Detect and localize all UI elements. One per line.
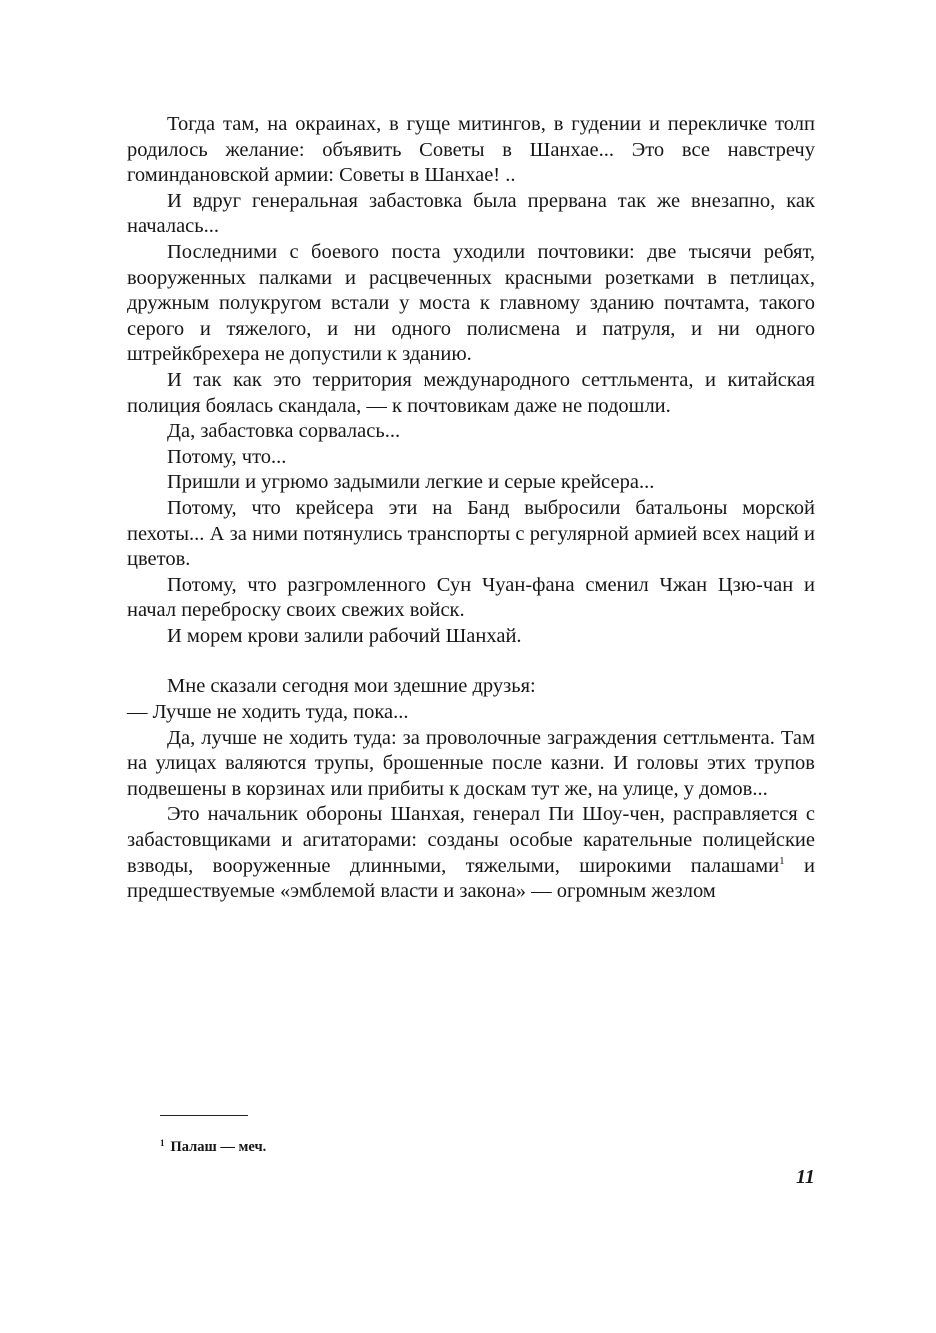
paragraph-with-footnote xyxy=(127,802,815,904)
paragraph: Потому, что крейсера эти на Банд выбросили батальоны морской пехоты... А за ними потянулись транспорты с регулярной армией всех наций и цветов. xyxy=(127,496,815,571)
paragraph: И вдруг генеральная забастовка была прервана так же внезапно, как началась... xyxy=(127,189,815,238)
dialogue-line: — Лучше не ходить туда, пока... xyxy=(127,701,409,724)
paragraph-text-after-note: и предшествуемые «эмблемой власти и закона» — огромным жезлом xyxy=(127,854,816,903)
paragraph: Мне сказали сегодня мои здешние друзья: xyxy=(167,675,536,698)
footnote-reference: 1 xyxy=(779,854,785,867)
paragraph: Последними с боевого поста уходили почтовики: две тысячи ребят, вооруженных палками и расцвеченных красными розетками в петлицах, дружным полукругом встали у моста к главному зданию почтамта, такого серого и тяжелого, и ни одного полисмена и патруля, и ни одного штрейкбрехера не допустили к зданию. xyxy=(127,240,815,366)
paragraph-text-before-note: Это начальник обороны Шанхая, генерал Пи Шоу-чен, расправляется с забастовщиками и агитаторами: созданы особые карательные полицейские взводы, вооруженные длинными, тяжелыми, широкими палашами xyxy=(127,803,815,877)
paragraph: Потому, что разгромленного Сун Чуан-фана сменил Чжан Цзю-чан и начал переброску своих свежих войск. xyxy=(127,573,815,622)
paragraph: Потому, что... xyxy=(167,445,287,468)
page-number: 11 xyxy=(796,1166,815,1188)
section-break xyxy=(127,649,815,674)
footnote-divider xyxy=(160,1115,248,1116)
paragraph: Да, лучше не ходить туда: за проволочные заграждения сеттльмента. Там на улицах валяются трупы, брошенные после казни. И головы этих трупов подвешены в корзинах или прибиты к доскам тут же, на улице, у домов... xyxy=(127,726,815,800)
footnote-marker: 1 xyxy=(160,1138,165,1148)
paragraph: Да, забастовка сорвалась... xyxy=(167,420,401,443)
paragraph: И так как это территория международного сеттльмента, и китайская полиция боялась скандала, — к почтовикам даже не подошли. xyxy=(127,368,815,417)
paragraph: И морем крови залили рабочий Шанхай. xyxy=(167,624,522,647)
page-body xyxy=(127,112,815,905)
footnote-text: Палаш — меч. xyxy=(170,1139,267,1155)
paragraph: Пришли и угрюмо задымили легкие и серые крейсера... xyxy=(167,471,655,494)
footnote xyxy=(160,1137,266,1157)
paragraph: Тогда там, на окраинах, в гуще митингов, в гудении и перекличке толп родилось желание: объявить Советы в Шанхае... Это все навстречу гоминдановской армии: Советы в Шанхае! .. xyxy=(127,113,815,187)
